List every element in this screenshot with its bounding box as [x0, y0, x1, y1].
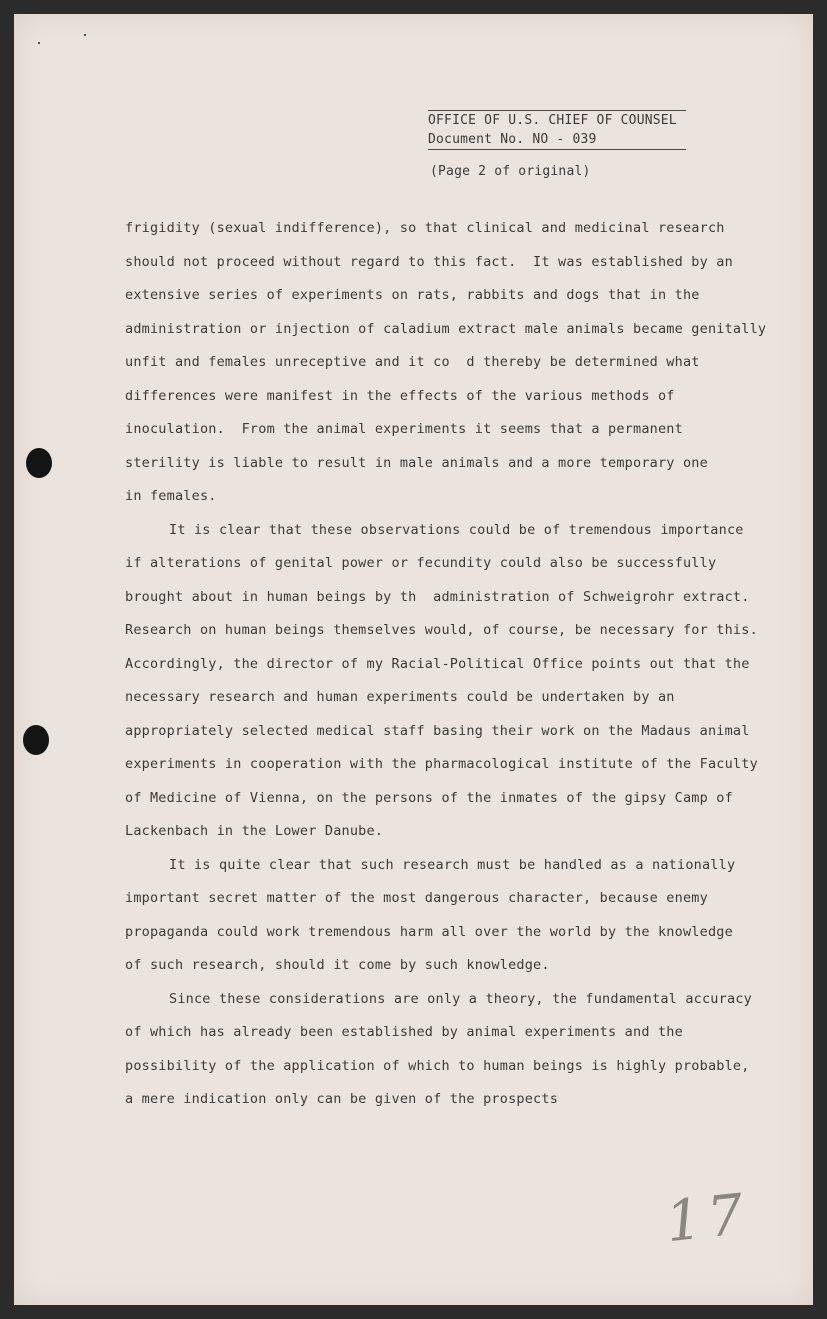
text-line: a mere indication only can be given of the prospects: [125, 1091, 559, 1107]
text-line: possibility of the application of which to human beings is highly probable,: [125, 1057, 750, 1074]
text-line: propaganda could work tremendous harm all over the world by the knowledge: [125, 923, 733, 940]
office-title: OFFICE OF U.S. CHIEF OF COUNSEL: [428, 113, 677, 128]
counsel-header: [428, 110, 688, 150]
text-line: Lackenbach in the Lower Danube.: [125, 823, 384, 839]
document-body: [125, 212, 785, 1117]
paper-speck: [38, 42, 40, 44]
text-line: of which has already been established by animal experiments and the: [125, 1024, 683, 1040]
text-line: brought about in human beings by th administration of Schweigrohr extract.: [125, 588, 750, 605]
text-line: necessary research and human experiments could be undertaken by an: [125, 689, 675, 705]
header-bottom-rule: [428, 149, 686, 150]
paragraph: [125, 514, 785, 849]
text-line: administration or injection of caladium extract male animals became genitally: [125, 320, 767, 337]
text-line: inoculation. From the animal experiments it seems that a permanent: [125, 421, 683, 437]
text-line: if alterations of genital power or fecundity could also be successfully: [125, 555, 717, 571]
text-line: It is clear that these observations could be of tremendous importance: [169, 521, 744, 538]
punch-hole-icon: [26, 448, 52, 478]
text-line: experiments in cooperation with the pharmacological institute of the Faculty: [125, 756, 758, 772]
text-line: of Medicine of Vienna, on the persons of the inmates of the gipsy Camp of: [125, 789, 733, 806]
paragraph: [125, 983, 785, 1117]
text-line: unfit and females unreceptive and it co d thereby be determined what: [125, 354, 700, 370]
text-line: appropriately selected medical staff basing their work on the Madaus animal: [125, 722, 750, 739]
text-line: Research on human beings themselves would, of course, be necessary for this.: [125, 622, 758, 638]
handwritten-page-number: 17: [662, 1181, 753, 1256]
text-line: frigidity (sexual indifference), so that clinical and medicinal research: [125, 220, 725, 236]
text-line: in females.: [125, 488, 217, 504]
text-line: important secret matter of the most dangerous character, because enemy: [125, 890, 708, 906]
text-line: of such research, should it come by such knowledge.: [125, 957, 550, 973]
text-line: Since these considerations are only a theory, the fundamental accuracy: [169, 990, 752, 1007]
text-line: should not proceed without regard to this fact. It was established by an: [125, 253, 733, 270]
page-reference: (Page 2 of original): [430, 164, 591, 179]
paragraph: [125, 212, 785, 514]
text-line: differences were manifest in the effects of the various methods of: [125, 387, 675, 404]
text-line: It is quite clear that such research must be handled as a nationally: [169, 856, 736, 873]
paragraph: [125, 849, 785, 983]
text-line: extensive series of experiments on rats, rabbits and dogs that in the: [125, 287, 700, 303]
document-number: Document No. NO - 039: [428, 132, 597, 147]
text-line: sterility is liable to result in male animals and a more temporary one: [125, 454, 708, 471]
text-line: Accordingly, the director of my Racial-Political Office points out that the: [125, 655, 750, 672]
punch-hole-icon: [23, 725, 49, 755]
paper-speck: [84, 34, 86, 36]
document-page: [14, 14, 813, 1305]
